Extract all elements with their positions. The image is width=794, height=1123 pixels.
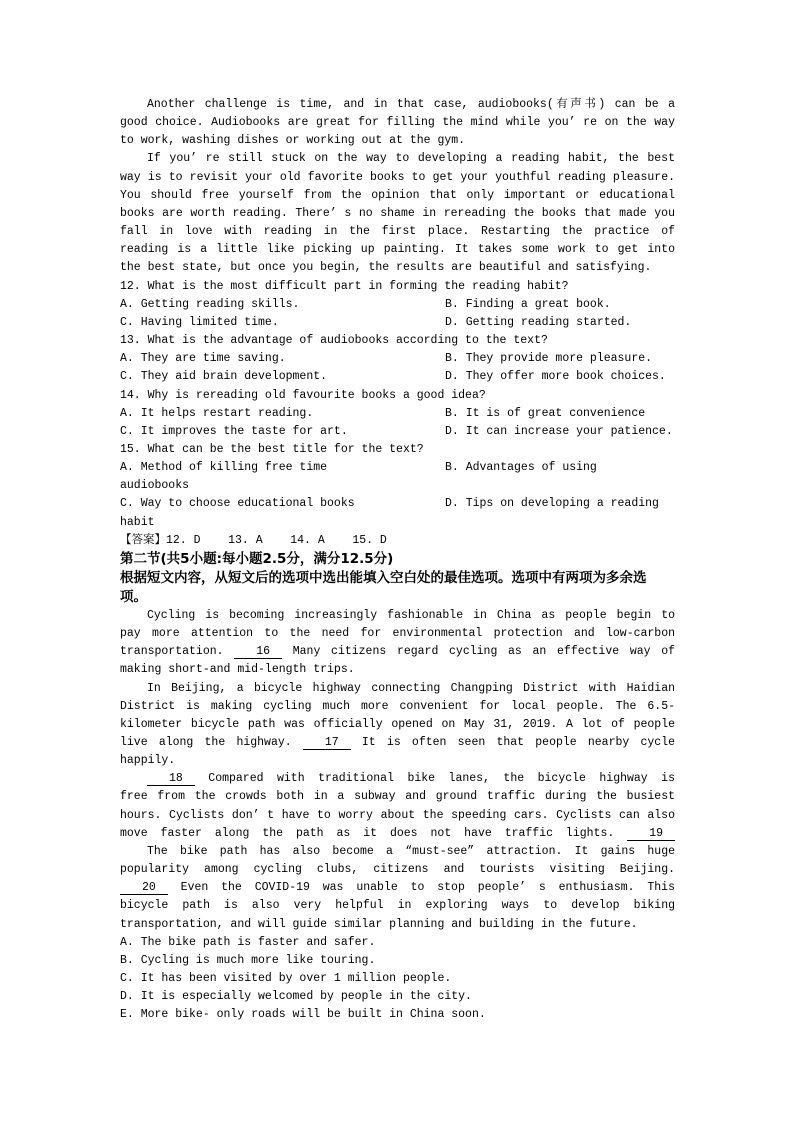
option-left: A. Method of killing free time [120,461,328,475]
option-item: A. The bike path is faster and safer. [120,935,376,949]
question-line: 15. What can be the best title for the text? [120,442,424,456]
text-line: District is making cycling much more convenient for local people. The 6.5- [120,699,675,713]
blank-18: 18 [147,772,195,786]
blank-17: 17 [303,736,351,750]
option-right: D. Getting reading started. [445,315,632,329]
questions-12-15 [120,278,675,532]
text-line: way is to revisit your old favorite books to get your youthful reading pleasure. [120,170,675,184]
question-line: audiobooks [120,479,190,493]
line-text: transportation. [120,645,224,659]
option-right: B. Finding a great book. [445,297,611,311]
option-right: D. Tips on developing a reading [445,497,659,511]
option-item: D. It is especially welcomed by people in the city. [120,990,472,1004]
option-row [120,350,675,368]
text-line [120,770,675,788]
text-line: hours. Cyclists don’ t have to worry about the speeding cars. Cyclists can also [120,808,675,822]
option-row [120,405,675,423]
text-line: books are worth reading. There’ s no shame in rereading the books that made you [120,206,675,220]
option-left: C. It improves the taste for art. [120,424,348,438]
text-line: Another challenge is time, and in that case, audiobooks(有声书) can be a [147,98,675,111]
option-right: B. Advantages of using [445,461,597,475]
option-item: E. More bike- only roads will be built in China soon. [120,1008,486,1022]
passage-one [120,96,675,278]
text-line: In Beijing, a bicycle highway connecting Changping District with Haidian [147,681,675,695]
line-text: Even the COVID-19 was unable to stop people’ s enthusiasm. This [180,881,675,895]
text-line: the best state, but once you begin, the results are beautiful and satisfying. [120,261,652,275]
text-line: Cycling is becoming increasingly fashionable in China as people begin to [147,608,675,622]
text-line [120,879,675,897]
line-text: Compared with traditional bike lanes, the bicycle highway is [208,772,675,786]
text-line: If you’ re still stuck on the way to developing a reading habit, the best [147,152,675,166]
line-text: It is often seen that people nearby cycle [361,736,676,749]
text-line: popularity among cycling clubs, citizens and tourists visiting Beijing. [120,863,675,877]
text-line: happily. [120,754,176,768]
option-row [120,495,675,513]
option-right: B. It is of great convenience [445,406,646,420]
option-left: A. Getting reading skills. [120,297,300,311]
option-left: C. They aid brain development. [120,370,328,384]
line-text: Many citizens regard cycling as an effective way of [292,645,676,659]
text-line: fall in love with reading in the first place. Restarting the practice of [120,225,675,239]
option-left: C. Having limited time. [120,315,279,329]
answer-options [120,934,675,1025]
text-line: reading is a little like picking up painting. It takes some work to get into [120,243,675,257]
option-left: A. It helps restart reading. [120,406,314,420]
option-row [120,296,675,314]
text-line: making short-and mid-length trips. [120,663,355,677]
option-left: C. Way to choose educational books [120,497,355,511]
section-title: 第二节(共5小题:每小题2.5分，满分12.5分) [120,550,394,567]
question-line: 12. What is the most difficult part in forming the reading habit? [120,279,569,293]
option-right: D. It can increase your patience. [445,424,673,438]
answer-key: 【答案】12. D 13. A 14. A 15. D [120,533,387,547]
text-line: The bike path has also become a “must-see” attraction. It gains huge [147,844,675,858]
option-item: B. Cycling is much more like touring. [120,953,376,967]
section-instruction-line: 根据短文内容，从短文后的选项中选出能填入空白处的最佳选项。选项中有两项为多余选 [120,569,647,586]
text-line [120,734,675,752]
text-line: kilometer bicycle path was officially opened on May 31, 2019. A lot of people [120,717,675,731]
text-line: to work, washing dishes or working out at the gym. [120,134,466,148]
line-text: move faster along the path as it does not have traffic lights. [120,826,615,840]
option-row [120,368,675,386]
option-row [120,314,675,332]
text-line [120,825,675,843]
text-line [120,643,675,661]
question-line: habit [120,515,155,529]
blank-19: 19 [627,827,675,841]
text-line: good choice. Audiobooks are great for filling the mind while you’ re on the way [120,116,675,130]
blank-16: 16 [234,645,282,659]
option-row [120,459,675,477]
text-line: bicycle path is also very helpful in exploring ways to develop biking [120,899,675,913]
text-line: You should free yourself from the opinion that only important or educational [120,188,675,202]
section-instruction-line: 项。 [120,588,147,605]
option-row [120,423,675,441]
option-item: C. It has been visited by over 1 million people. [120,972,452,986]
document-page [120,96,675,1025]
line-text: live along the highway. [120,736,292,749]
question-line: 13. What is the advantage of audiobooks according to the text? [120,334,548,348]
passage-two [120,607,675,934]
option-left: A. They are time saving. [120,352,286,366]
text-line: pay more attention to the need for environmental protection and low-carbon [120,627,675,641]
text-line: transportation, and will guide similar planning and building in the future. [120,917,638,931]
question-line: 14. Why is rereading old favourite books a good idea? [120,388,486,402]
blank-20: 20 [120,881,168,895]
option-right: D. They offer more book choices. [445,370,666,384]
option-right: B. They provide more pleasure. [445,352,653,366]
text-line: free from the crowds both in a subway and ground traffic during the busiest [120,790,675,804]
